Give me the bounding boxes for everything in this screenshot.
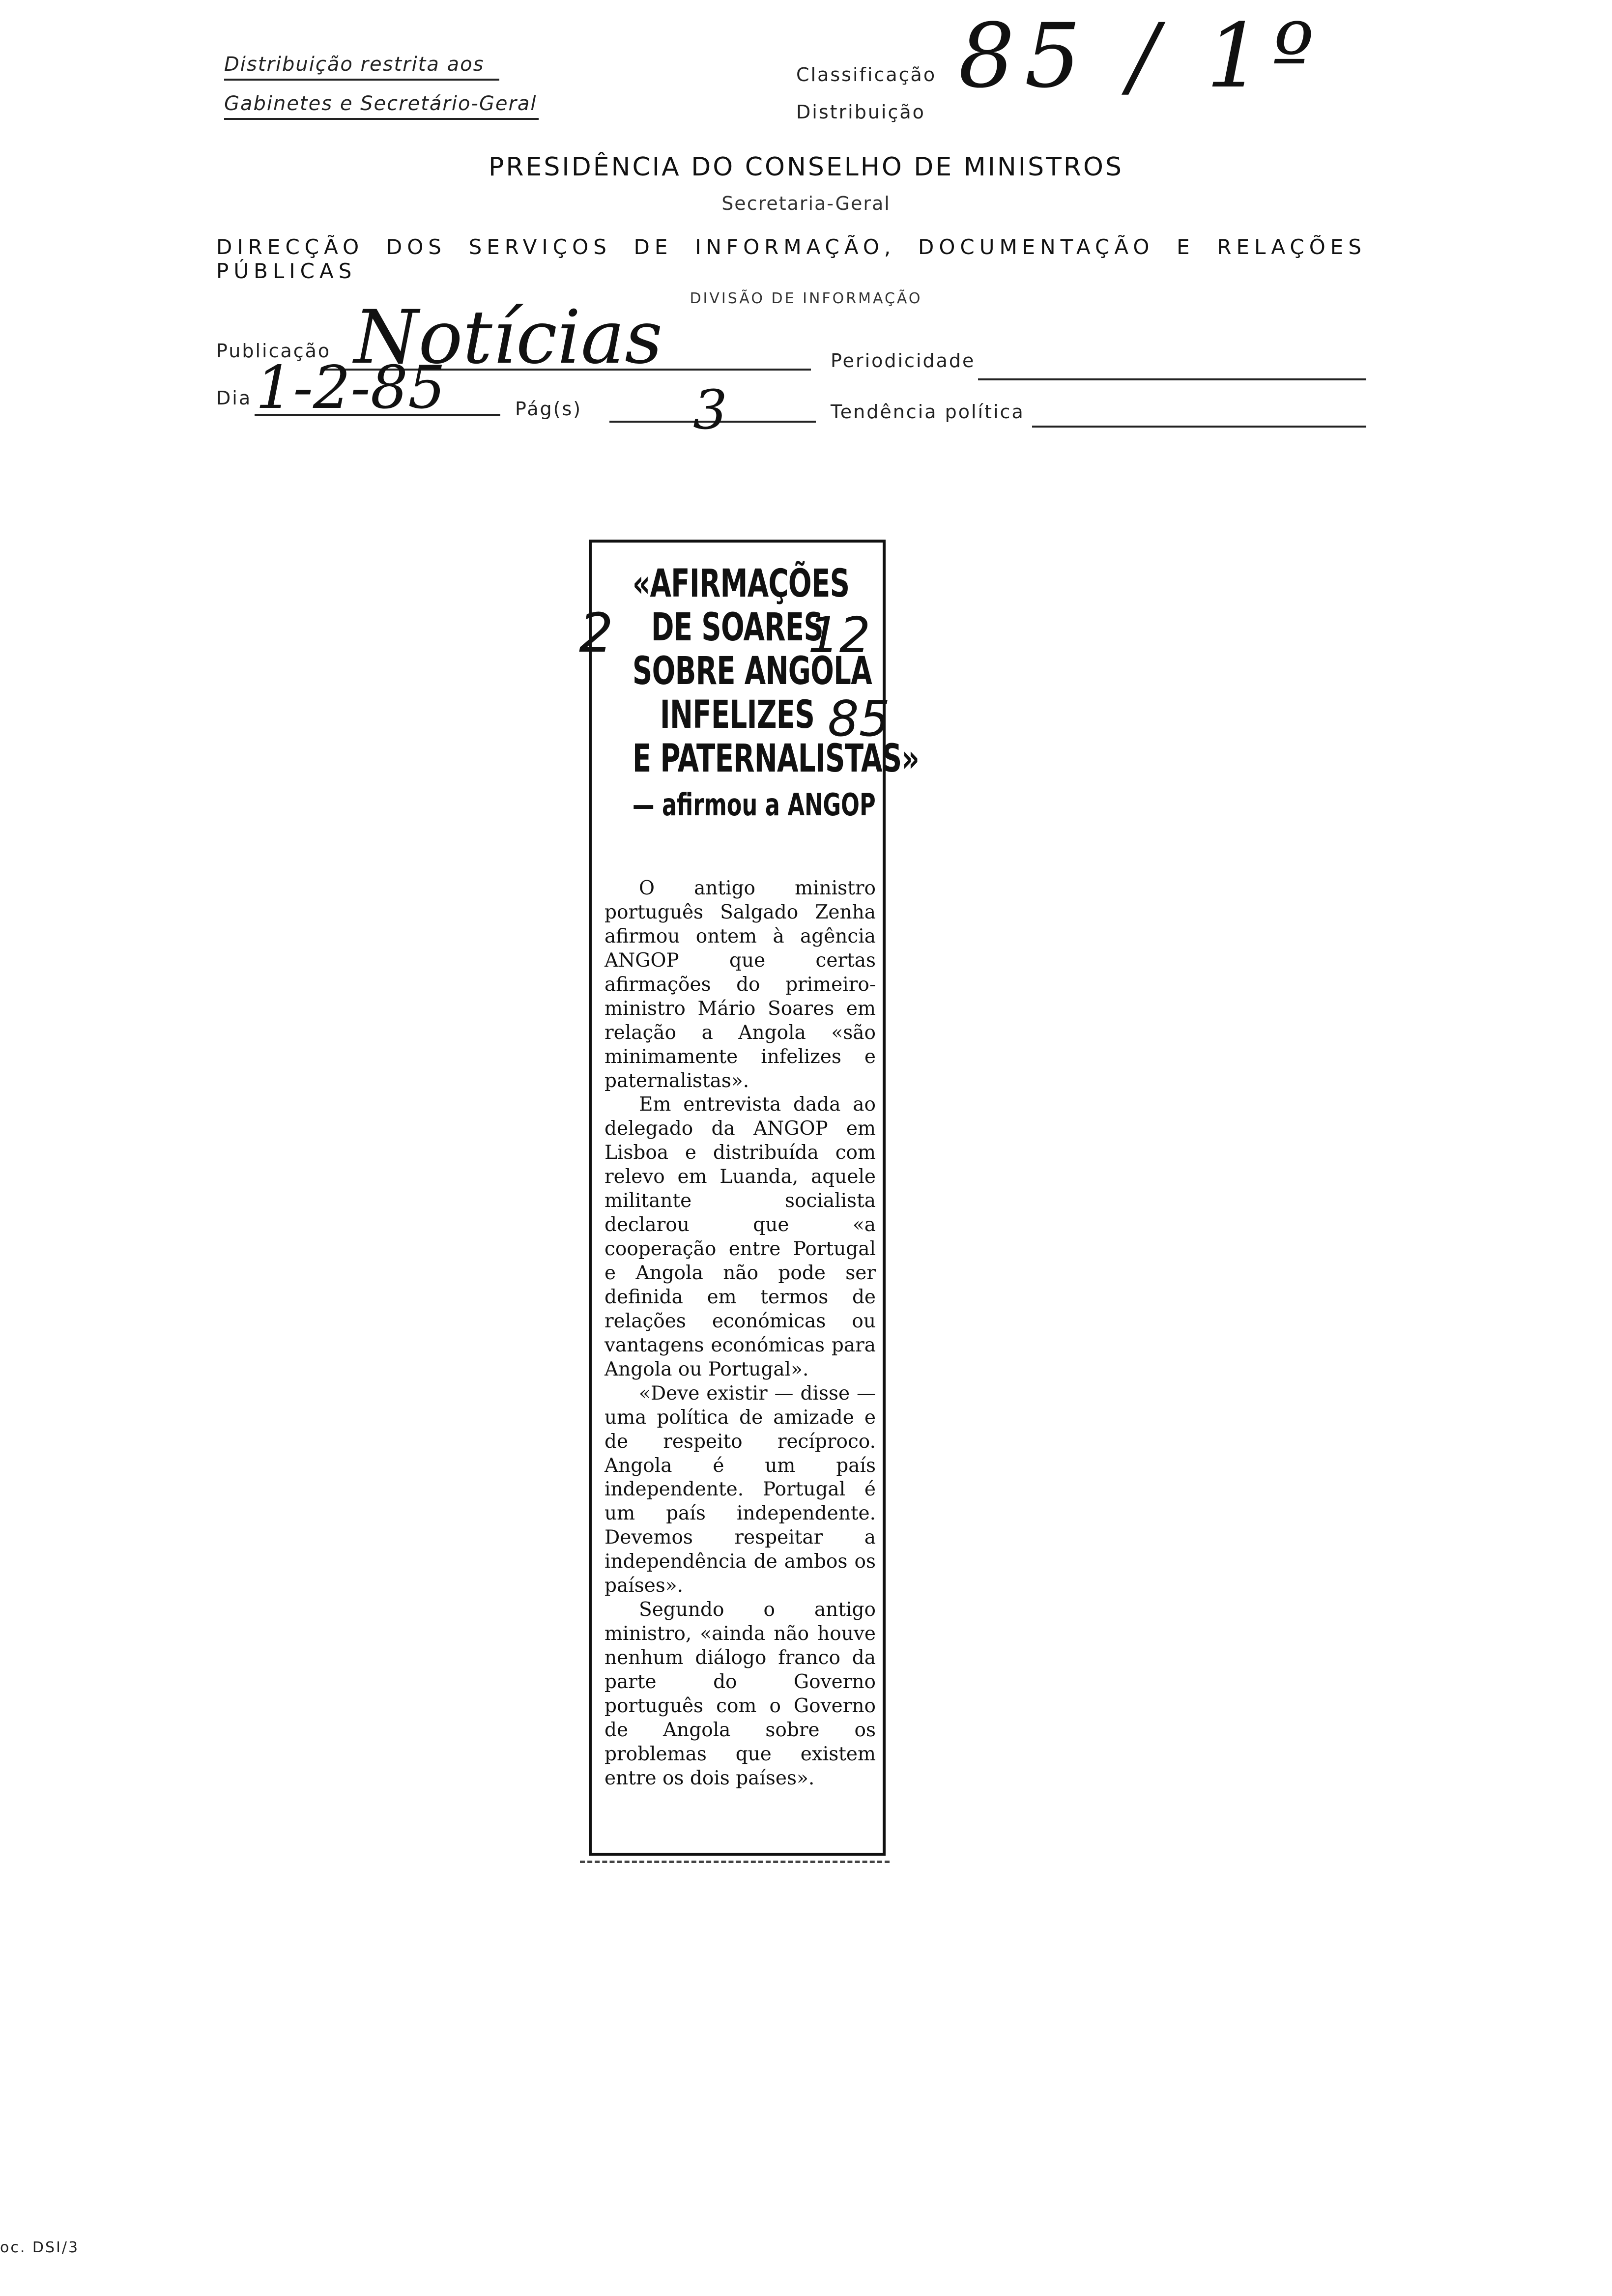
handwritten-annotation-right-top: 12 <box>808 606 871 664</box>
periodicity-label: Periodicidade <box>831 350 976 372</box>
clipping-body <box>604 877 876 1791</box>
tendency-line <box>1032 426 1366 428</box>
distribution-notice-line2: Gabinetes e Secretário-Geral <box>224 92 539 120</box>
day-label: Dia <box>216 387 252 409</box>
distribution-label: Distribuição <box>796 101 925 123</box>
form-code: oc. DSI/3 <box>0 2239 80 2256</box>
day-value: 1-2-85 <box>256 354 446 422</box>
newspaper-clipping <box>579 540 920 1856</box>
distribution-notice-line1: Distribuição restrita aos <box>224 53 499 81</box>
handwritten-annotation-left: 2 <box>579 602 613 664</box>
publication-value: Notícias <box>354 295 663 380</box>
presidency-title: PRESIDÊNCIA DO CONSELHO DE MINISTROS <box>489 152 1123 182</box>
classification-label: Classificação <box>796 64 937 86</box>
secretariat-subtitle: Secretaria-Geral <box>721 193 891 214</box>
pages-value: 3 <box>693 378 727 441</box>
tendency-label: Tendência política <box>831 401 1025 423</box>
pages-label: Pág(s) <box>515 398 582 420</box>
headline-line: SOBRE ANGOLA <box>632 649 872 693</box>
handwritten-annotation-right-mid: 85 <box>828 690 891 747</box>
headline-line: «AFIRMAÇÕES <box>632 562 850 606</box>
division-label: DIVISÃO DE INFORMAÇÃO <box>690 290 922 307</box>
handwritten-classification: 85 / 1º <box>958 5 1324 108</box>
headline-line: DE SOARES <box>651 605 824 650</box>
headline-line: INFELIZES <box>660 692 815 737</box>
headline-line: E PATERNALISTAS» <box>632 736 920 781</box>
clipping-cut-line <box>580 1861 890 1863</box>
directorate-title: DIRECÇÃO DOS SERVIÇOS DE INFORMAÇÃO, DOCUMENTAÇÃO E RELAÇÕES PÚBLICAS <box>216 235 1366 283</box>
clipping-paragraph: «Deve existir — disse — uma política de amizade e de respeito recíproco. Angola é um país independente. Portugal é um país independente. Devemos respeitar a independência de ambos os países». <box>604 1382 876 1597</box>
clipping-paragraph: Segundo o antigo ministro, «ainda não houve nenhum diálogo franco da parte do Governo português com o Governo de Angola sobre os problemas que existem entre os dois países». <box>604 1599 876 1789</box>
clipping-byline: — afirmou a ANGOP <box>632 786 876 823</box>
clipping-paragraph: O antigo ministro português Salgado Zenha afirmou ontem à agência ANGOP que certas afirmações do primeiro-ministro Mário Soares em relação a Angola «são minimamente infelizes e paternalistas». <box>604 877 876 1092</box>
clipping-paragraph: Em entrevista dada ao delegado da ANGOP em Lisboa e distribuída com relevo em Luanda, aquele militante socialista declarou que «a cooperação entre Portugal e Angola não pode ser definida em termos de relações económicas ou vantagens económicas para Angola ou Portugal». <box>604 1093 876 1380</box>
publication-label: Publicação <box>216 340 331 362</box>
periodicity-line <box>978 378 1366 380</box>
